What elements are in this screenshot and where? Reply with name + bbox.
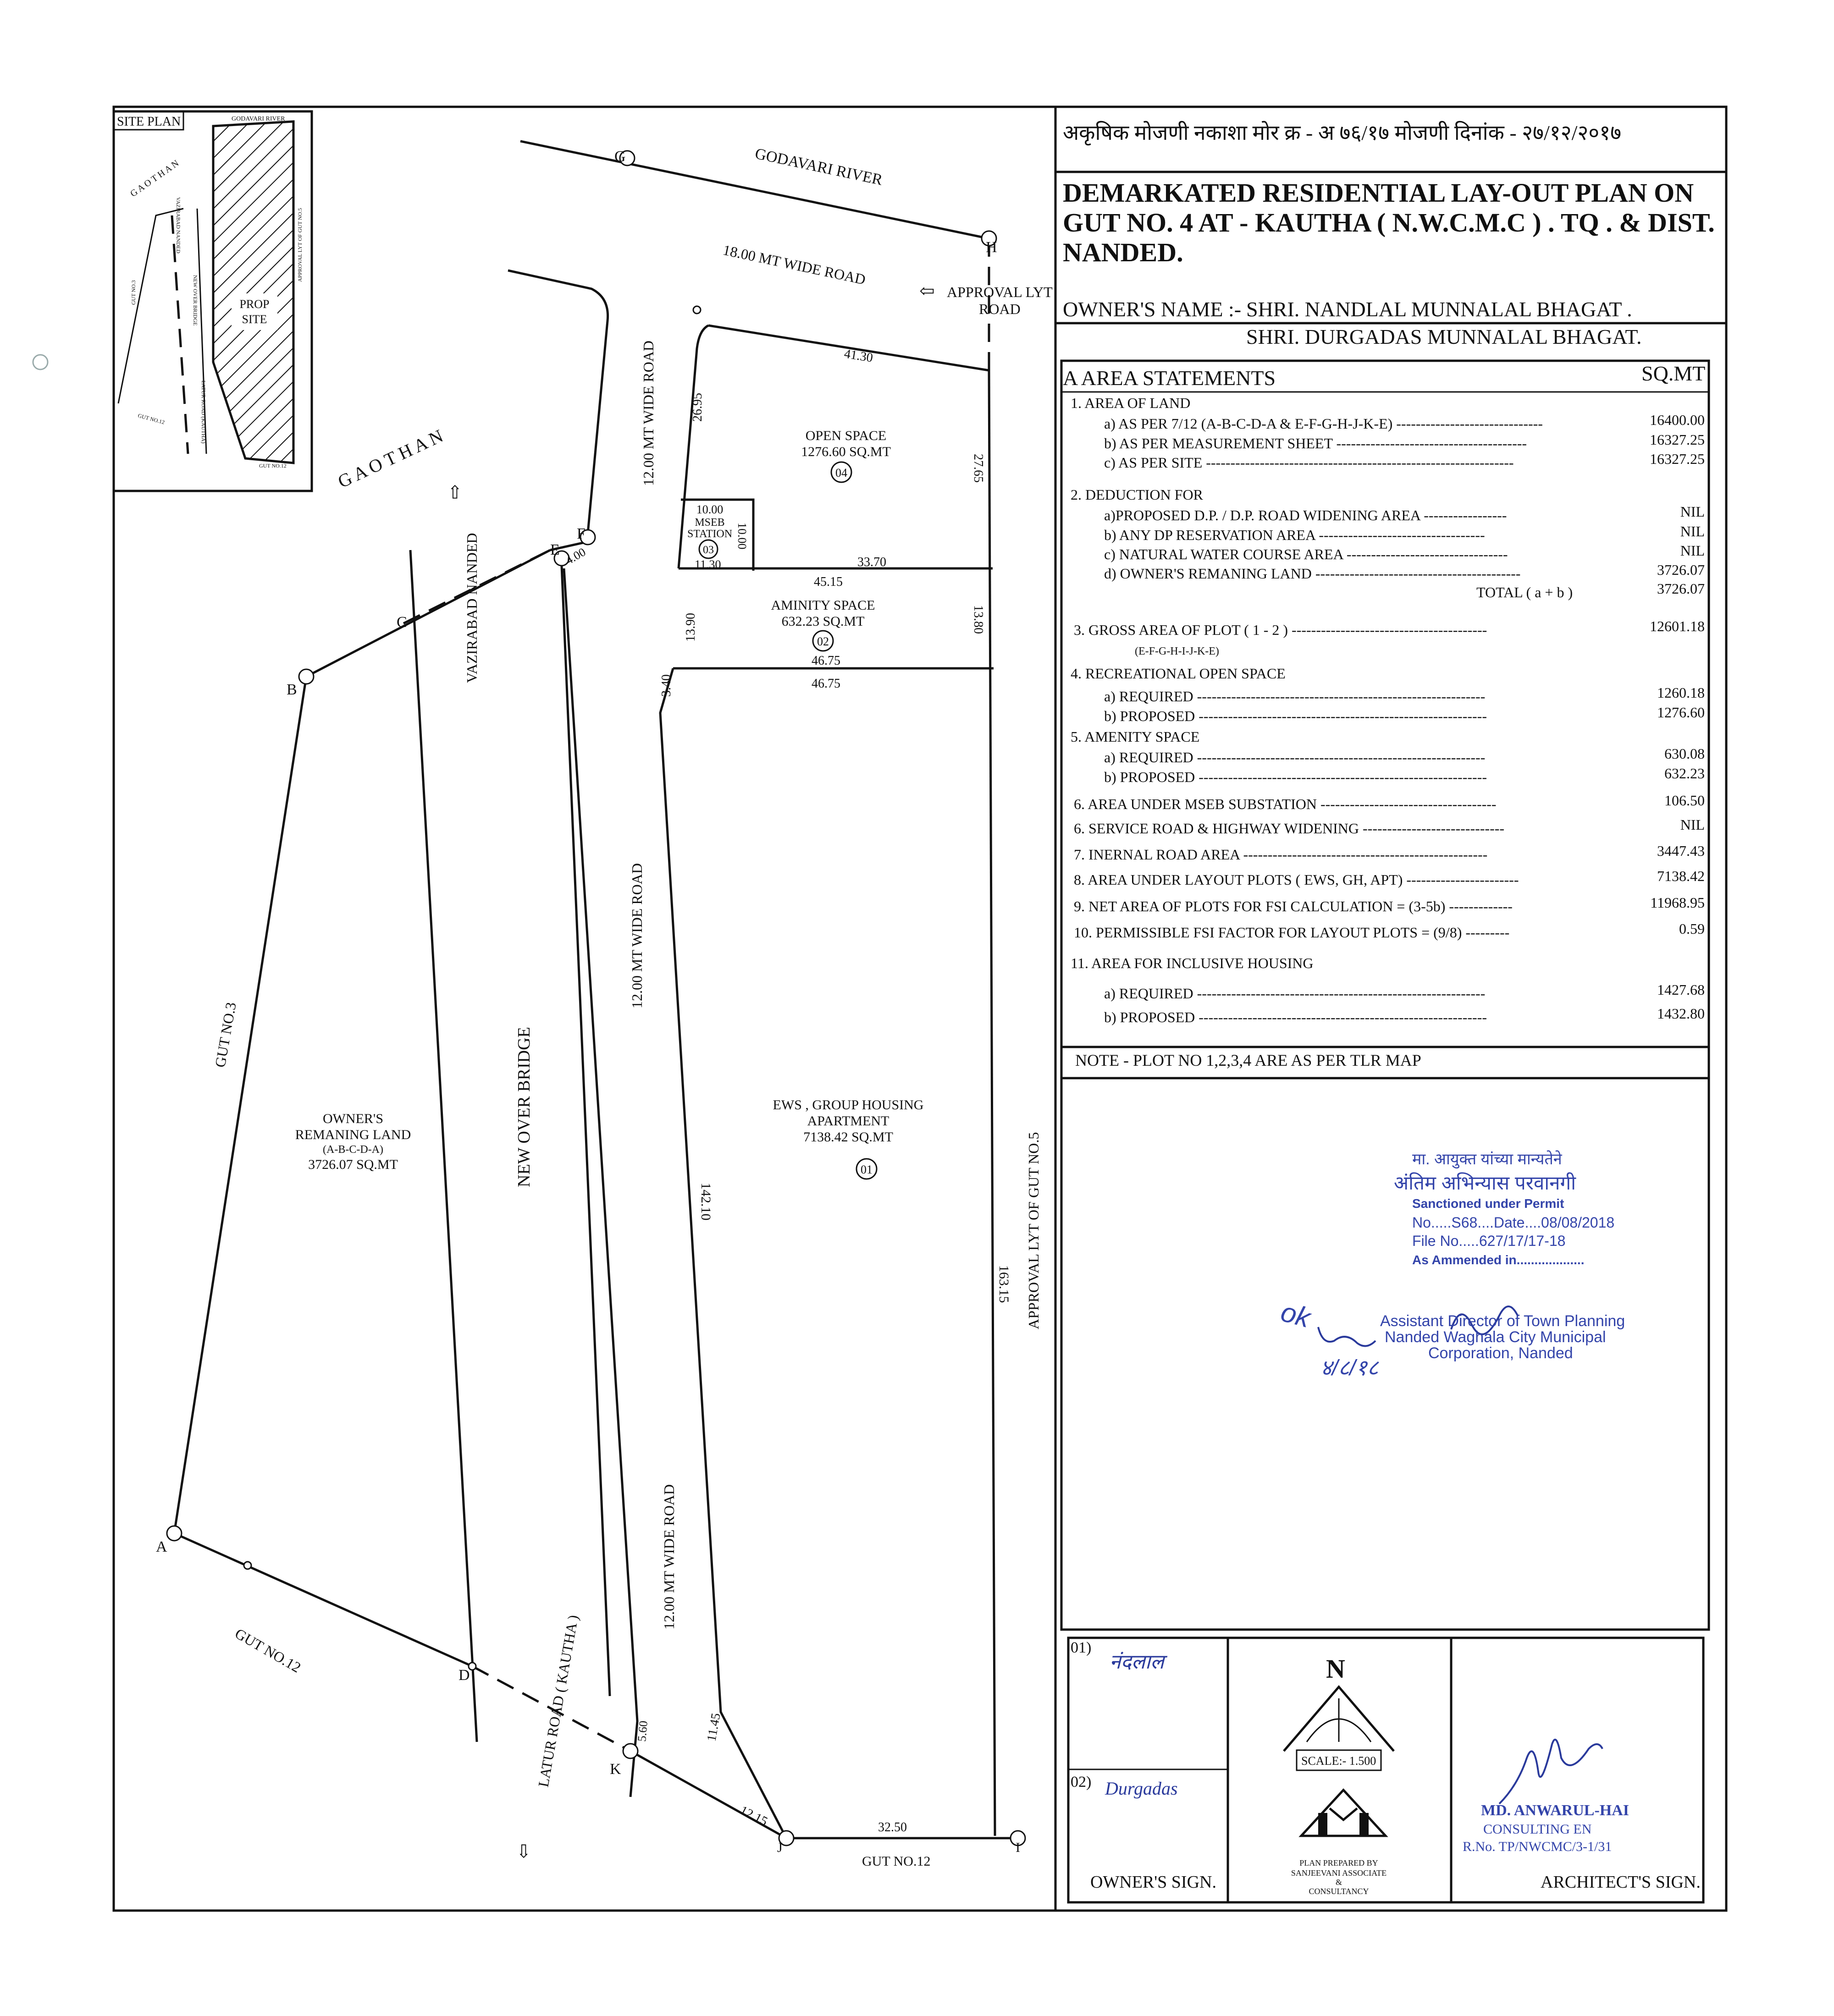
stamp-line-6: As Ammended in................... — [1412, 1253, 1585, 1267]
site-plan-approval: APPROVAL LYT OF GUT NO.5 — [297, 208, 303, 282]
site-plan-gut12b: GUT NO.12 — [259, 463, 287, 469]
point-open-marker — [693, 306, 701, 314]
site-plan-prop: PROP — [239, 297, 270, 311]
stamp-box — [1061, 1078, 1709, 1630]
area-row-value: NIL — [1680, 523, 1705, 540]
area-row-value: 3726.07 — [1657, 580, 1705, 597]
mseb-dim-h: 11.30 — [695, 558, 721, 571]
plan-title-line-1: DEMARKATED RESIDENTIAL LAY-OUT PLAN ON — [1063, 178, 1694, 208]
amenity-no: 02 — [817, 635, 829, 648]
point-c: C — [397, 614, 407, 631]
area-row-value: NIL — [1680, 542, 1705, 559]
point-b: B — [287, 681, 297, 698]
area-row-value: 7138.42 — [1657, 868, 1705, 884]
area-unit: SQ.MT — [1641, 362, 1706, 385]
dim-1390: 13.90 — [684, 613, 698, 642]
architect-signature — [1499, 1740, 1602, 1804]
road18-label: 18.00 MT WIDE ROAD — [721, 241, 867, 288]
area-row-value: 106.50 — [1664, 792, 1705, 809]
owner1-number: 01) — [1071, 1639, 1092, 1656]
area-row-label: 4. RECREATIONAL OPEN SPACE — [1071, 665, 1286, 682]
prepared-by-1: PLAN PREPARED BY — [1299, 1858, 1378, 1867]
area-row-label: a)PROPOSED D.P. / D.P. ROAD WIDENING AREA ----------------- — [1104, 507, 1507, 523]
note-text: NOTE - PLOT NO 1,2,3,4 ARE AS PER TLR MAP — [1075, 1051, 1421, 1069]
area-row-value: 1427.68 — [1657, 981, 1705, 998]
architect-reg: R.No. TP/NWCMC/3-1/31 — [1463, 1839, 1612, 1854]
ews-left-edge — [660, 668, 786, 1838]
area-row-value: 16327.25 — [1650, 431, 1705, 448]
site-plan-latur: LATUR ROAD (KAUTHA) — [200, 380, 207, 444]
area-row-label: a) REQUIRED ----------------------------------------------------------- — [1104, 688, 1486, 705]
area-row-value: NIL — [1680, 816, 1705, 833]
area-row-value: 3726.07 — [1657, 562, 1705, 578]
area-row-value: 11968.95 — [1650, 894, 1705, 911]
point-a: A — [156, 1538, 167, 1555]
area-row-value: 16400.00 — [1650, 412, 1705, 428]
survey-points — [167, 151, 1025, 1845]
area-row-label: c) AS PER SITE --------------------------------------------------------------- — [1104, 454, 1514, 471]
north-label: N — [1326, 1654, 1345, 1684]
mseb-no: 03 — [703, 544, 714, 556]
stamp-line-4: No.....S68....Date....08/08/2018 — [1412, 1214, 1615, 1231]
stamp-line-1: मा. आयुक्त यांच्या मान्यतेने — [1412, 1151, 1562, 1168]
area-row-label: 7. INERNAL ROAD AREA -------------------------------------------------- — [1074, 846, 1488, 863]
stamp-line-7: Assistant Director of Town Planning — [1380, 1312, 1625, 1330]
road-edge-e — [562, 566, 610, 1696]
point-g: G — [614, 148, 626, 165]
area-row-value: 0.59 — [1679, 920, 1705, 937]
area-row-label: 2. DEDUCTION FOR — [1071, 486, 1203, 503]
sanction-stamp — [1278, 1150, 1625, 1380]
area-row-value: 1432.80 — [1657, 1005, 1705, 1022]
dim-1380: 13.80 — [971, 605, 985, 634]
godavari-river-label: GODAVARI RIVER — [753, 145, 884, 189]
architect-firm: CONSULTING EN — [1483, 1822, 1592, 1837]
road-12m-left-edge — [564, 568, 637, 1797]
map-linework — [174, 141, 1018, 1838]
ews-no: 01 — [861, 1163, 873, 1176]
area-row-label: a) REQUIRED ----------------------------------------------------------- — [1104, 985, 1486, 1002]
scale-label: SCALE:- 1.500 — [1301, 1754, 1376, 1768]
owner-sign-label: OWNER'S SIGN. — [1090, 1873, 1216, 1892]
owner1-signature: नंदलाल — [1110, 1651, 1164, 1673]
new-over-bridge-label: NEW OVER BRIDGE — [514, 1027, 534, 1187]
dim-1145: 11.45 — [704, 1712, 724, 1743]
dim-2765: 27.65 — [971, 454, 985, 483]
ews-sub: APARTMENT — [807, 1113, 889, 1129]
stamp-line-2: अंतिम अभिन्यास परवानगी — [1394, 1172, 1576, 1194]
area-row-label: b) PROPOSED ----------------------------------------------------------- — [1104, 769, 1487, 785]
area-row-label: 6. SERVICE ROAD & HIGHWAY WIDENING ----------------------------- — [1074, 820, 1505, 837]
area-row-value: 16327.25 — [1650, 451, 1705, 467]
latur-arrow-icon: ⇦ — [513, 1843, 534, 1859]
approval-road-label-2: ROAD — [979, 301, 1021, 317]
point-d: D — [458, 1667, 470, 1684]
gut12-bottom-label: GUT NO.12 — [862, 1854, 931, 1869]
point-mid-marker — [244, 1562, 251, 1569]
owner-label: OWNER'S NAME :- — [1063, 297, 1242, 321]
site-plan-gut3: GUT NO.3 — [130, 280, 137, 305]
approval-arrow-icon: ⇦ — [919, 281, 935, 301]
dim-400: 4.00 — [563, 545, 588, 567]
stamp-handdate: ४/८/१८ — [1320, 1356, 1379, 1380]
area-row-value: 12601.18 — [1650, 618, 1705, 634]
latur-road-label: LATUR ROAD ( KAUTHA ) — [535, 1614, 581, 1789]
site-plan-gaothan: G A O T H A N — [128, 158, 181, 199]
open-space-label: OPEN SPACE — [805, 428, 887, 443]
site-plan-vazirabad: VAZIRABAD NANDED — [175, 197, 182, 253]
prepared-by-4: CONSULTANCY — [1309, 1887, 1369, 1896]
godavari-river-line — [520, 141, 988, 238]
prepared-by-3: & — [1335, 1878, 1342, 1887]
site-plan-prop-site — [213, 121, 293, 463]
ews-label: EWS , GROUP HOUSING — [773, 1097, 924, 1113]
stamp-line-5: File No.....627/17/17-18 — [1412, 1233, 1566, 1249]
dim-2695: 26.95 — [691, 393, 705, 422]
dim-16315: 163.15 — [996, 1265, 1011, 1303]
road-18m-edge — [508, 270, 608, 543]
point-j: J — [777, 1840, 783, 1855]
plan-title-line-2: GUT NO. 4 AT - KAUTHA ( N.W.C.M.C ) . TQ . & DIST. — [1063, 208, 1715, 237]
area-row-label: a) REQUIRED ----------------------------------------------------------- — [1104, 749, 1486, 766]
point-b-marker — [299, 669, 314, 684]
consultancy-logo-icon — [1301, 1790, 1386, 1836]
mseb-label-3: STATION — [687, 528, 733, 540]
dim-340: 3.40 — [659, 674, 674, 697]
site-plan-gut3-line — [118, 209, 183, 403]
area-row-label: 3. GROSS AREA OF PLOT ( 1 - 2 ) ---------------------------------------- — [1074, 622, 1487, 638]
open-space-area: 1276.60 SQ.MT — [801, 444, 891, 459]
architect-name: MD. ANWARUL-HAI — [1481, 1802, 1629, 1819]
point-i: I — [1016, 1840, 1020, 1855]
area-row-label: b) AS PER MEASUREMENT SHEET --------------------------------------- — [1104, 435, 1527, 452]
owners-land-3: (A-B-C-D-A) — [323, 1144, 383, 1156]
dev-title: अकृषिक मोजणी नकाशा मोर क्र - अ ७६/१७ मोजणी दिनांक - २७/१२/२०१७ — [1063, 121, 1622, 144]
point-f: F — [577, 525, 586, 542]
owner2-signature: Durgadas — [1105, 1778, 1178, 1799]
dim-560: 5.60 — [635, 1720, 650, 1742]
area-rows — [1071, 395, 1705, 1025]
stamp-line-9: Corporation, Nanded — [1428, 1344, 1573, 1362]
area-row-value: 1260.18 — [1657, 684, 1705, 701]
mseb-label-2: MSEB — [695, 517, 725, 529]
stamp-line-8: Nanded Waghala City Municipal — [1385, 1328, 1606, 1346]
area-row-label: b) PROPOSED ----------------------------------------------------------- — [1104, 708, 1487, 724]
area-row-label: 9. NET AREA OF PLOTS FOR FSI CALCULATION = (3-5b) ------------- — [1074, 898, 1513, 914]
approval-road-label-1: APPROVAL LYT — [947, 284, 1053, 300]
area-row-value: 1276.60 — [1657, 704, 1705, 721]
dim-4515: 45.15 — [814, 575, 843, 589]
dim-14210: 142.10 — [698, 1183, 713, 1221]
approval-gut5-label: APPROVAL LYT OF GUT NO.5 — [1025, 1132, 1042, 1329]
dim-1215: 12.15 — [737, 1803, 770, 1829]
dim-3250: 32.50 — [878, 1820, 907, 1834]
area-row-label: b) PROPOSED ----------------------------------------------------------- — [1104, 1009, 1487, 1025]
area-row-label: 1. AREA OF LAND — [1071, 395, 1191, 411]
gut3-label: GUT NO.3 — [211, 1001, 239, 1069]
open-space-no: 04 — [835, 466, 847, 479]
north-arrow-icon — [1284, 1687, 1394, 1751]
road12-bottom-label: 12.00 MT WIDE ROAD — [661, 1484, 677, 1630]
site-plan-godavari: GODAVARI RIVER — [232, 116, 285, 122]
area-row-value: NIL — [1680, 503, 1705, 520]
architect-sign-label: ARCHITECT'S SIGN. — [1541, 1873, 1701, 1892]
scan-hole — [33, 355, 48, 369]
site-plan-site: SITE — [242, 313, 267, 326]
area-row-label: 5. AMENITY SPACE — [1071, 728, 1200, 745]
point-e: E — [550, 541, 560, 558]
area-row-label: d) OWNER'S REMANING LAND ------------------------------------------ — [1104, 565, 1521, 582]
owners-land-4: 3726.07 SQ.MT — [308, 1157, 398, 1172]
stamp-initials — [1318, 1327, 1376, 1346]
area-row-value: 630.08 — [1664, 745, 1705, 762]
ews-area: 7138.42 SQ.MT — [803, 1129, 893, 1145]
dim-4675a: 46.75 — [812, 654, 840, 668]
dim-3370: 33.70 — [857, 555, 886, 569]
area-row-label: 8. AREA UNDER LAYOUT PLOTS ( EWS, GH, APT) ----------------------- — [1074, 871, 1519, 888]
road12-top-label: 12.00 MT WIDE ROAD — [640, 340, 657, 486]
area-row-label: 11. AREA FOR INCLUSIVE HOUSING — [1071, 955, 1314, 971]
stamp-line-3: Sanctioned under Permit — [1412, 1196, 1564, 1211]
point-k: K — [610, 1761, 621, 1778]
site-plan-bridge: NEW OVER BRIDGE — [192, 275, 199, 326]
area-row-label: (E-F-G-H-I-J-K-E) — [1135, 645, 1219, 657]
area-row-label: 10. PERMISSIBLE FSI FACTOR FOR LAYOUT PLOTS = (9/8) --------- — [1074, 924, 1510, 941]
vazirabad-label: VAZIRABAD NANDED — [464, 533, 480, 683]
point-h: H — [986, 239, 997, 256]
area-row-label: b) ANY DP RESERVATION AREA ---------------------------------- — [1104, 527, 1485, 543]
stamp-handnote: ok — [1277, 1296, 1314, 1333]
line-ab — [174, 677, 306, 1533]
gaothan-label: G A O T H A N — [334, 425, 447, 492]
bridge-line — [410, 550, 477, 1742]
mseb-label-1: 10.00 — [696, 503, 724, 516]
owners-land-1: OWNER'S — [322, 1111, 384, 1126]
gut12-left-label: GUT NO.12 — [232, 1625, 304, 1676]
owner-name-2: SHRI. DURGADAS MUNNALAL BHAGAT. — [1246, 325, 1642, 348]
mseb-dim-v: 10.00 — [735, 523, 749, 550]
owners-land-2: REMANING LAND — [295, 1127, 411, 1142]
site-plan-inset — [114, 111, 312, 491]
owner2-number: 02) — [1071, 1774, 1092, 1790]
point-a-marker — [167, 1526, 182, 1541]
road12-mid-label: 12.00 MT WIDE ROAD — [629, 863, 645, 1008]
area-row-value: 3447.43 — [1657, 843, 1705, 859]
amenity-label: AMINITY SPACE — [771, 598, 875, 613]
area-row-label: c) NATURAL WATER COURSE AREA --------------------------------- — [1104, 546, 1508, 562]
dim-4130: 41.30 — [843, 347, 874, 365]
amenity-area: 632.23 SQ.MT — [781, 614, 865, 629]
area-row-value: 632.23 — [1664, 765, 1705, 782]
owner-name-1: SHRI. NANDLAL MUNNALAL BHAGAT . — [1246, 297, 1632, 321]
area-row-label: a) AS PER 7/12 (A-B-C-D-A & E-F-G-H-J-K-E) ------------------------------ — [1104, 415, 1543, 432]
site-plan-title: SITE PLAN — [117, 115, 181, 129]
dim-4675b: 46.75 — [812, 677, 840, 691]
prepared-by-2: SANJEEVANI ASSOCIATE — [1291, 1868, 1387, 1878]
site-plan-gut12: GUT NO.12 — [137, 412, 166, 426]
line-ad — [174, 1533, 472, 1666]
boundary-right — [989, 370, 995, 1836]
plan-title-line-3: NANDED. — [1063, 237, 1183, 267]
point-k-marker — [623, 1744, 638, 1758]
area-row-label: TOTAL ( a + b ) — [1476, 584, 1573, 600]
vazirabad-arrow-icon: ⇨ — [444, 484, 465, 500]
area-row-label: 6. AREA UNDER MSEB SUBSTATION ------------------------------------ — [1074, 796, 1497, 812]
area-heading: A AREA STATEMENTS — [1063, 366, 1276, 390]
